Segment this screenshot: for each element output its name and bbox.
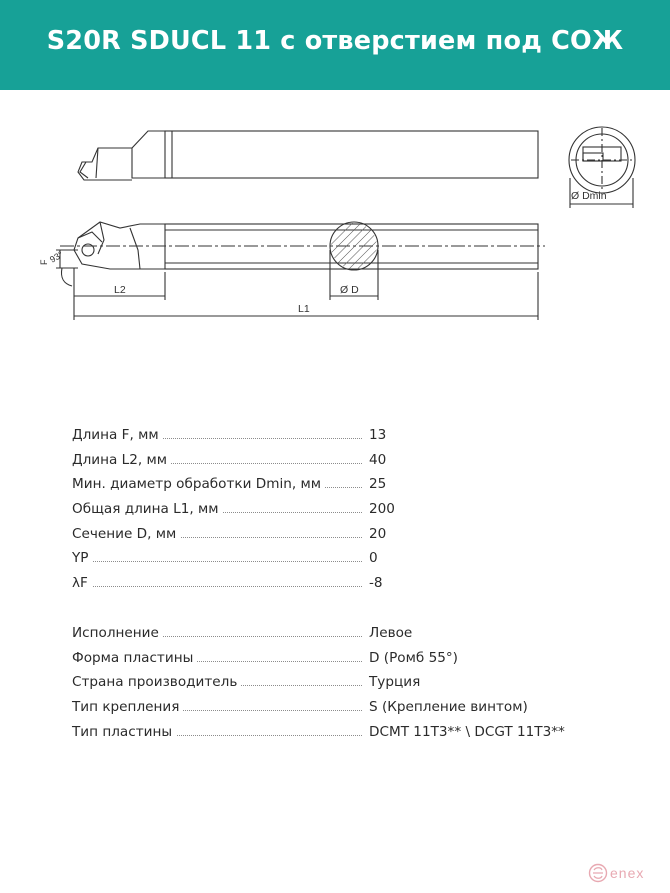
l1-label: L1 [298, 303, 310, 315]
spec-row [72, 499, 632, 524]
tool-drawing [0, 100, 670, 330]
plan-view [60, 222, 545, 270]
angle-label: 93° [48, 249, 65, 265]
spec-label: Общая длина L1, мм [72, 499, 223, 519]
spec-label: Страна производитель [72, 672, 241, 692]
dot-leader [72, 561, 362, 562]
spec-row [72, 474, 632, 499]
dimension-lines [56, 250, 538, 320]
spec-row [72, 548, 632, 573]
spec-row [72, 697, 632, 722]
spec-row [72, 672, 632, 697]
dot-leader [72, 586, 362, 587]
dmin-label: Ø Dmin [571, 190, 607, 202]
spec-label: Длина L2, мм [72, 450, 171, 470]
spec-value: Турция [369, 674, 421, 691]
spec-row [72, 425, 632, 450]
logo-text: enex [610, 865, 645, 881]
spec-label: Длина F, мм [72, 425, 163, 445]
spec-value: 40 [369, 451, 387, 468]
spec-value: 200 [369, 501, 395, 518]
spec-label: YP [72, 548, 93, 568]
spec-value: 20 [369, 525, 387, 542]
spec-value: Левое [369, 625, 413, 641]
specs-group-1 [72, 425, 632, 598]
spec-row [72, 648, 632, 673]
spec-row [72, 722, 632, 747]
spec-value: -8 [369, 575, 383, 592]
spec-value: S (Крепление винтом) [369, 699, 528, 716]
spec-label: Форма пластины [72, 648, 197, 668]
d-label: Ø D [340, 284, 359, 296]
spec-label: Тип крепления [72, 697, 183, 717]
spec-value: DCMT 11T3** \ DCGT 11T3** [369, 723, 565, 740]
f-label: F [39, 259, 49, 265]
title-banner [0, 0, 670, 90]
spec-row [72, 450, 632, 475]
spec-label: Тип пластины [72, 722, 176, 742]
spec-row [72, 573, 632, 598]
spec-label: Мин. диаметр обработки Dmin, мм [72, 474, 325, 494]
spec-value: 25 [369, 476, 387, 493]
enex-logo [588, 862, 662, 884]
spec-row [72, 524, 632, 549]
spec-row [72, 623, 632, 648]
spec-label: Сечение D, мм [72, 524, 180, 544]
spec-value: D (Ромб 55°) [369, 649, 458, 666]
page-title: S20R SDUCL 11 с отверстием под СОЖ [46, 26, 624, 56]
spec-value: 13 [369, 427, 387, 443]
specs-group-2 [72, 623, 632, 746]
side-view [78, 131, 538, 180]
spec-value: 0 [369, 550, 378, 567]
spec-label: λF [72, 573, 92, 593]
spec-label: Исполнение [72, 623, 163, 643]
l2-label: L2 [114, 284, 126, 296]
